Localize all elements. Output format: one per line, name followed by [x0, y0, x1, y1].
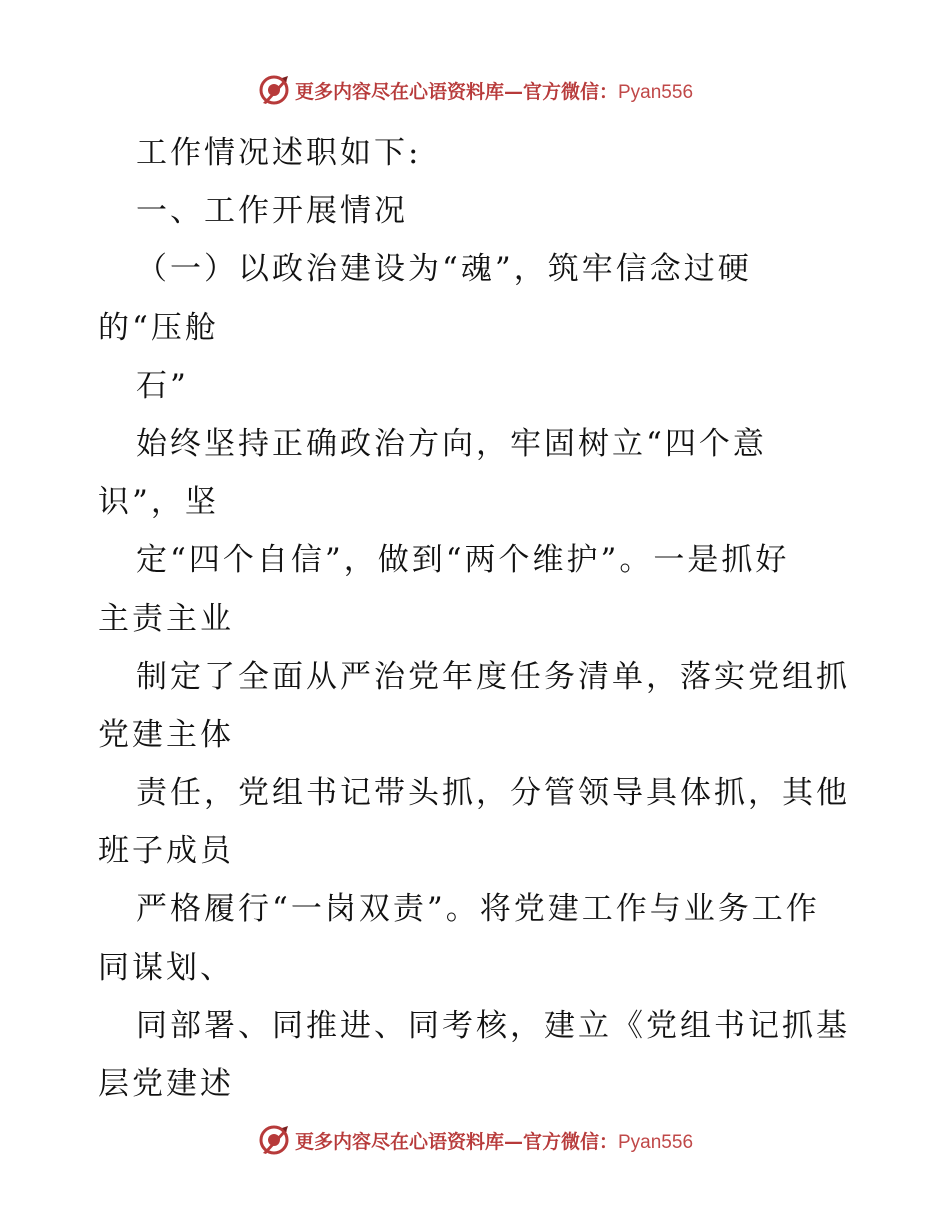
text-line: 石”: [136, 367, 189, 404]
text-line: 层党建述: [98, 1066, 234, 1102]
header-watermark-banner: [0, 70, 950, 110]
text-line: 制定了全面从严治党年度任务清单，落实党组抓: [136, 658, 850, 695]
text-line: 识”，坚: [98, 484, 219, 521]
text-line: 主责主业: [98, 600, 234, 637]
text-line: 责任，党组书记带头抓，分管领导具体抓，其他: [136, 775, 850, 812]
text-line: 定“四个自信”，做到“两个维护”。一是抓好: [136, 542, 790, 579]
text-line: 始终坚持正确政治方向，牢固树立“四个意: [136, 425, 767, 462]
text-line: 的“压舱: [98, 309, 219, 346]
section-heading: 一、工作开展情况: [136, 193, 408, 230]
header-watermark-text: 更多内容尽在心语资料库—官方微信：Pyan556: [294, 80, 694, 103]
document-body: [98, 124, 858, 1113]
quill-logo-icon: [257, 1123, 291, 1157]
header-wechat-id: Pyan556: [618, 81, 694, 103]
footer-wechat-id: Pyan556: [618, 1131, 694, 1153]
text-line: 党建主体: [98, 716, 234, 753]
quill-logo-icon: [257, 73, 291, 107]
subsection-heading: （一）以政治建设为“魂”，筑牢信念过硬: [136, 251, 752, 288]
text-line: 工作情况述职如下:: [136, 135, 422, 171]
footer-watermark-text: 更多内容尽在心语资料库—官方微信：Pyan556: [294, 1130, 694, 1153]
footer-watermark-banner: [0, 1120, 950, 1160]
text-line: 同部署、同推进、同考核，建立《党组书记抓基: [136, 1007, 850, 1044]
text-line: 班子成员: [98, 833, 234, 870]
text-line: 严格履行“一岗双责”。将党建工作与业务工作: [136, 891, 820, 928]
text-line: 同谋划、: [98, 949, 234, 986]
